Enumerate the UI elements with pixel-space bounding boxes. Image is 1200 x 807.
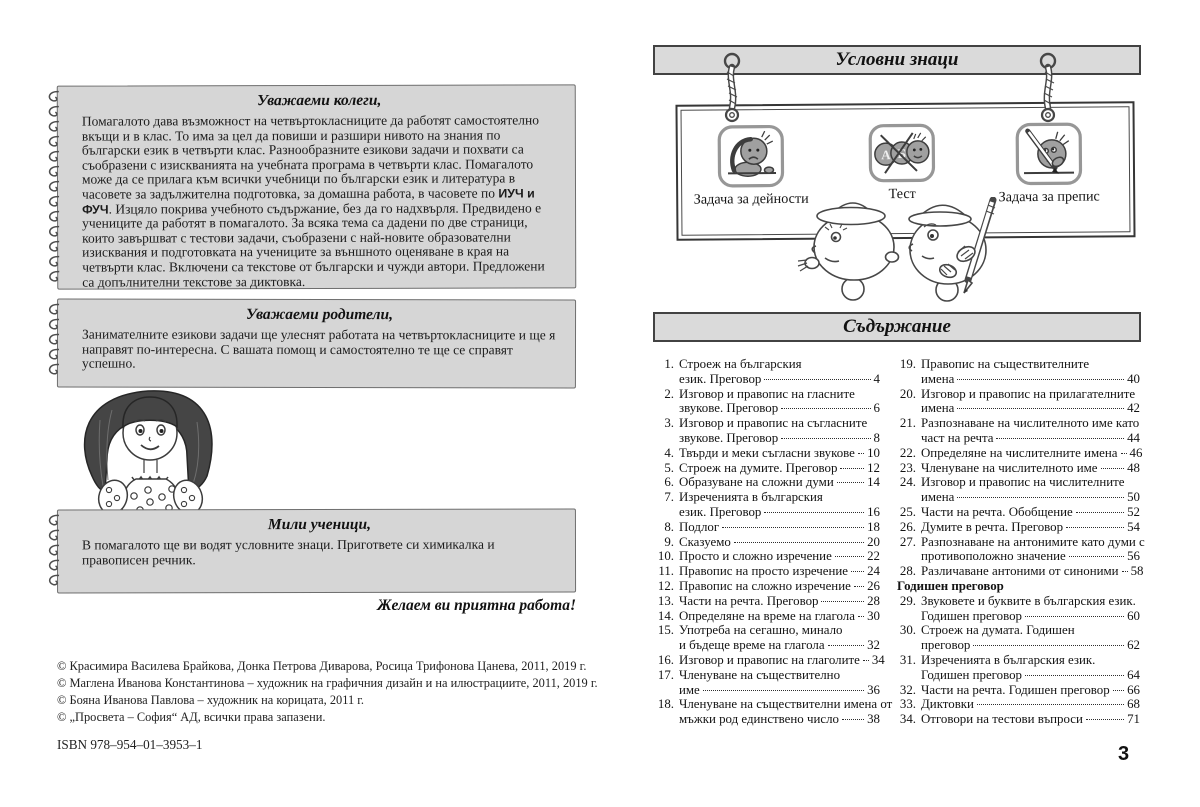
toc-entry-line — [679, 431, 880, 446]
toc-entry-text: имена — [921, 371, 955, 386]
dot-leader — [863, 660, 869, 661]
rope-icon — [1028, 50, 1068, 133]
toc-entry-line — [679, 535, 880, 550]
dot-leader — [734, 542, 864, 543]
toc-entry-page: 18 — [867, 519, 880, 534]
toc-entry-text: Диктовки — [921, 697, 974, 712]
toc-entry-page: 24 — [867, 564, 880, 579]
note-students — [57, 509, 576, 594]
toc-entry-line — [679, 372, 880, 387]
toc-entry-number: 10. — [657, 549, 674, 564]
legend-item-test — [837, 123, 968, 204]
toc-entry-number: 6. — [664, 475, 674, 490]
mascot-characters-illustration — [796, 197, 1024, 303]
toc-entry-text: език. Преговор — [679, 504, 762, 519]
toc-entry — [655, 535, 880, 550]
toc-entry-number: 32. — [899, 682, 916, 697]
isbn-text: ISBN 978–954–01–3953–1 — [57, 737, 203, 752]
note-parents-title: Уважаеми родители, — [246, 305, 394, 324]
toc-entry-page: 26 — [867, 578, 880, 593]
dot-leader — [957, 379, 1124, 380]
toc-entry — [655, 564, 880, 579]
toc-entry-number: 26. — [899, 519, 916, 534]
toc-entry — [655, 475, 880, 490]
dot-leader — [781, 438, 870, 439]
toc-entry-text: мъжки род единствено число — [679, 712, 839, 727]
toc-entry-page: 52 — [1127, 504, 1140, 519]
toc-entry-page: 22 — [867, 549, 880, 564]
legend-label-test: Тест — [888, 185, 916, 203]
toc-entry-text: Определяне на време на глагола — [679, 608, 855, 623]
toc-entry-page: 34 — [871, 652, 885, 667]
toc-entry-line — [679, 609, 880, 624]
toc-entry-number: 25. — [899, 504, 916, 519]
toc-entry-line — [679, 579, 880, 594]
toc-entry-number: 15. — [657, 623, 674, 638]
copyright-line: © Бояна Иванова Павлова – художник на корицата, 2011 г. — [57, 693, 365, 708]
toc-entry-line: Членуване на съществителни имена от — [679, 697, 893, 712]
toc-entry-line — [921, 712, 1140, 727]
dot-leader — [1066, 527, 1124, 528]
toc-entry-text: Членуване на числителното име — [921, 460, 1098, 475]
toc-entry-text: Отговори на тестови въпроси — [921, 712, 1083, 727]
toc-entry-page: 58 — [1130, 564, 1144, 579]
toc-entry-line — [679, 638, 880, 653]
toc-column-left — [655, 357, 893, 727]
toc-entry — [897, 623, 1140, 653]
toc-entry — [897, 387, 1140, 417]
copyright-block — [57, 658, 598, 726]
toc-entry-line: Членуване на съществително — [679, 667, 841, 682]
copyright-line: © Маглена Иванова Константинова – художник на графичния дизайн и на илюстрациите, 2011, 2019 г. — [57, 676, 598, 691]
toc-entry-line — [679, 505, 880, 520]
dot-leader — [1121, 453, 1127, 454]
toc-entry-text: Подлог — [679, 519, 720, 534]
toc-entry — [897, 461, 1140, 476]
toc-entry-page: 10 — [867, 445, 880, 460]
toc-entry-number: 7. — [664, 490, 674, 505]
toc-entry — [897, 520, 1140, 535]
toc-entry-line — [921, 445, 1143, 461]
thinking-child-icon — [717, 124, 786, 189]
girl-illustration — [62, 380, 237, 525]
dot-leader — [1025, 616, 1124, 617]
toc-entry-text: противоположно значение — [921, 549, 1066, 564]
dot-leader — [1069, 556, 1124, 557]
note-students-body: В помагалото ще ви водят условните знаци. Пригответе си химикалка и правописен речник. — [81, 536, 495, 568]
dot-leader — [764, 379, 870, 380]
toc-entry — [655, 461, 880, 476]
toc-entry-page: 32 — [867, 638, 880, 653]
legend-item-activities — [680, 124, 823, 209]
toc-entry-line — [921, 549, 1140, 564]
toc-entry-text: Части на речта. Обобщение — [921, 504, 1073, 519]
toc-entry-line — [679, 475, 880, 490]
toc-entry-number: 3. — [664, 416, 674, 431]
dot-leader — [858, 453, 864, 454]
dot-leader — [858, 616, 864, 617]
toc-entry-line — [921, 490, 1140, 505]
toc-entry-line: Разпознаване на числителното име като — [921, 416, 1140, 431]
toc-entry-line — [921, 697, 1140, 712]
toc-entry-text: имена — [921, 490, 955, 505]
toc-entry-text: звукове. Преговор — [679, 401, 779, 416]
legend-item-copying — [974, 121, 1125, 206]
dot-leader — [1025, 675, 1124, 676]
toc-entry-number: 34. — [899, 712, 916, 727]
toc-entry — [897, 683, 1140, 698]
toc-entry-line — [679, 446, 880, 461]
toc-entry — [655, 446, 880, 461]
toc-entry-line: Изговор и правопис на гласните — [679, 386, 855, 401]
toc-entry-line: Изреченията в българския език. — [921, 652, 1096, 667]
toc-entry-line — [679, 520, 880, 535]
toc-entry-number: 22. — [899, 445, 916, 460]
toc-entry-page: 16 — [867, 504, 880, 519]
toc-entry-text: Образуване на сложни думи — [679, 475, 834, 490]
toc-entry-text: Твърди и меки съгласни звукове — [679, 445, 855, 460]
toc-entry-text: име — [679, 682, 700, 697]
dot-leader — [1086, 719, 1124, 720]
toc-entry-line: Звуковете и буквите в българския език. — [921, 593, 1136, 608]
test-letters-icon — [868, 123, 936, 184]
toc-entry-number: 23. — [899, 460, 916, 475]
page-number: 3 — [1118, 743, 1130, 765]
toc-entry-line — [921, 520, 1140, 535]
toc-column-right — [897, 357, 1145, 727]
toc-entry — [897, 712, 1140, 727]
toc-entry-page: 66 — [1127, 682, 1140, 697]
toc-entry-line — [679, 401, 880, 416]
toc-entry-text: Строеж на думите. Преговор — [679, 460, 838, 475]
toc-entry — [655, 579, 880, 594]
dot-leader — [996, 438, 1124, 439]
toc-entry-page: 54 — [1127, 519, 1140, 534]
toc-entry-line: Изговор и правопис на числителните — [921, 475, 1125, 490]
toc-entry-number: 1. — [664, 357, 674, 371]
toc-entry-number: 11. — [658, 564, 674, 579]
toc-entry-page: 8 — [873, 430, 880, 445]
dot-leader — [851, 571, 864, 572]
dot-leader — [957, 497, 1124, 498]
toc-entry-number: 29. — [899, 593, 916, 608]
copyright-line: © Красимира Василева Брайкова, Донка Петрова Диварова, Росица Трифонова Цанева, 2011, 2019 г. — [57, 659, 587, 673]
spiral-edge-icon — [45, 512, 61, 590]
toc-entry-page: 12 — [867, 460, 880, 475]
toc-entry — [897, 697, 1140, 712]
toc-entry-text: Изговор и правопис на глаголите — [679, 652, 860, 667]
toc-entry — [897, 594, 1140, 624]
toc-entry — [655, 520, 880, 535]
toc-entry-number: 12. — [657, 578, 674, 593]
toc-entry-line — [921, 564, 1144, 579]
note-colleagues-title: Уважаеми колеги, — [257, 91, 382, 110]
dot-leader — [821, 601, 864, 602]
toc-entry-page: 42 — [1127, 401, 1140, 416]
toc-entry-page: 28 — [867, 593, 880, 608]
toc-entry — [655, 623, 880, 653]
toc-entry-text: Сказуемо — [679, 534, 731, 549]
dot-leader — [1101, 468, 1125, 469]
note-students-title: Мили ученици, — [267, 515, 372, 534]
toc-entry-number: 31. — [899, 652, 916, 667]
toc-entry-number: 19. — [899, 357, 916, 371]
toc-entry-line — [921, 372, 1140, 387]
toc-entry-number: 27. — [899, 534, 916, 549]
toc-entry-page: 4 — [873, 371, 880, 386]
toc-entry-line — [679, 594, 880, 609]
dot-leader — [835, 556, 864, 557]
rope-icon — [712, 50, 752, 133]
toc-entry-text: Определяне на числителните имена — [921, 445, 1118, 460]
toc-entry — [655, 652, 885, 668]
toc-entry-text: Части на речта. Преговор — [679, 593, 819, 608]
toc-entry-text: Правопис на сложно изречение — [679, 578, 851, 593]
toc-entry-number: 28. — [899, 564, 916, 579]
toc-entry-page: 50 — [1127, 490, 1140, 505]
legend-label-activities: Задача за дейности — [693, 190, 809, 208]
toc-entry — [897, 475, 1140, 505]
toc-entry-page: 30 — [867, 608, 880, 623]
toc-entry-line — [921, 461, 1140, 476]
dot-leader — [837, 482, 864, 483]
dot-leader — [722, 527, 864, 528]
note-colleagues-body — [82, 113, 557, 289]
toc-entry-text: Правопис на просто изречение — [679, 564, 849, 579]
toc-entry-text: Годишен преговор — [921, 608, 1022, 623]
toc-entry-line: Строеж на българския — [679, 357, 802, 371]
toc-entry — [655, 609, 880, 624]
contents-header-bar: Съдържание — [653, 312, 1141, 342]
toc-entry — [655, 357, 880, 387]
toc-entry — [897, 534, 1145, 565]
toc-entry-page: 56 — [1127, 549, 1140, 564]
dot-leader — [1113, 690, 1124, 691]
toc-entry-number: 5. — [664, 460, 674, 475]
toc-entry-text: Годишен преговор — [921, 667, 1022, 682]
toc-entry-text: преговор — [921, 638, 971, 653]
dot-leader — [1122, 571, 1128, 572]
toc-entry-number: 18. — [657, 697, 674, 712]
spiral-edge-icon — [45, 89, 62, 287]
copyright-line: © „Просвета – София“ АД, всички права запазени. — [57, 710, 326, 725]
toc-entry-line — [679, 549, 880, 564]
toc-entry-line — [679, 683, 880, 698]
toc-entry — [655, 416, 880, 446]
toc-entry — [655, 697, 893, 727]
toc-entry — [897, 564, 1144, 579]
toc-entry — [897, 505, 1140, 520]
toc-entry — [655, 490, 880, 520]
note-parents — [57, 299, 576, 389]
note-colleagues — [57, 84, 577, 289]
toc-entry-line: Правопис на съществителните — [921, 357, 1090, 371]
toc-entry-line — [921, 505, 1140, 520]
toc-entry-page: 36 — [867, 682, 880, 697]
legend-header-bar: Условни знаци — [653, 45, 1141, 75]
toc-entry-text: език. Преговор — [679, 371, 762, 386]
toc-entry-page: 20 — [867, 534, 880, 549]
toc-entry-number: 14. — [657, 608, 674, 623]
toc-entry — [655, 549, 880, 564]
toc-entry — [897, 445, 1143, 461]
toc-section-heading: Годишен преговор — [897, 578, 1004, 593]
spiral-edge-icon — [45, 302, 61, 385]
toc-entry-page: 40 — [1127, 371, 1140, 386]
toc-entry-page: 68 — [1127, 697, 1140, 712]
svg-text:А: А — [881, 147, 891, 163]
dot-leader — [854, 586, 864, 587]
dot-leader — [781, 408, 870, 409]
toc-entry-number: 21. — [899, 416, 916, 431]
signoff-text: Желаем ви приятна работа! — [377, 597, 576, 614]
note-parents-body: Занимателните езикови задачи ще улеснят работата на четвъртокласниците и ще я направят по-интересна. С вашата помощ и самостоятелно те ще се справят успешно. — [81, 326, 556, 371]
toc-entry-line: Изговор и правопис на прилагателните — [921, 386, 1136, 401]
toc-entry-number: 9. — [664, 534, 674, 549]
toc-entry-line — [679, 652, 885, 668]
toc-entry-number: 4. — [664, 445, 674, 460]
toc-entry-number: 16. — [657, 652, 674, 667]
toc-entry-line — [679, 564, 880, 579]
toc-entry-page: 62 — [1127, 638, 1140, 653]
toc-entry-line — [921, 401, 1140, 416]
toc-entry-text: част на речта — [921, 430, 994, 445]
toc-entry-line — [679, 461, 880, 476]
toc-entry-page: 48 — [1127, 460, 1140, 475]
dot-leader — [973, 645, 1124, 646]
toc-entry — [897, 357, 1140, 387]
svg-text:Б: Б — [897, 145, 907, 162]
toc-entry-page: 60 — [1127, 608, 1140, 623]
toc-entry-number: 24. — [899, 475, 916, 490]
legend-label-copying: Задача за препис — [998, 188, 1100, 206]
toc-entry-line — [921, 683, 1140, 698]
note-colleagues-text-2: . Изцяло покрива учебното съдържание, без да го надхвърля. Предвидено е учениците да работят в помагалото. За всяка тема са дадени по две страници, които завършват с тестови задачи, съобразени с най-новите образователни изисквания и подготовката на учениците за външното оценяване в края на четвърти клас. Включени са текстове от български и чужди автори. Предложени са допълнителни текстове за диктовка. — [82, 199, 545, 290]
toc-entry — [655, 387, 880, 417]
dot-leader — [828, 645, 865, 646]
toc-entry-text: Просто и сложно изречение — [679, 549, 832, 564]
dot-leader — [840, 468, 864, 469]
toc-entry-text: Различаване антоними от синоними — [921, 564, 1119, 579]
toc-entry-page: 6 — [873, 401, 880, 416]
dot-leader — [703, 690, 864, 691]
toc-entry-line — [921, 638, 1140, 653]
toc-entry-number: 30. — [899, 623, 916, 638]
dot-leader — [1076, 512, 1124, 513]
toc-entry-number: 2. — [664, 386, 674, 401]
toc-entry-number: 8. — [664, 519, 674, 534]
toc-entry — [655, 668, 880, 698]
toc-entry-number: 13. — [657, 593, 674, 608]
toc-entry-text: Части на речта. Годишен преговор — [921, 682, 1110, 697]
toc-entry — [897, 416, 1140, 446]
toc-entry-page: 71 — [1127, 712, 1140, 727]
dot-leader — [957, 408, 1124, 409]
toc-entry-line: Изреченията в българския — [679, 490, 823, 505]
dot-leader — [977, 704, 1124, 705]
toc-entry-text: имена — [921, 401, 955, 416]
toc-entry-text: звукове. Преговор — [679, 430, 779, 445]
toc-entry-line: Разпознаване на антонимите като думи с — [921, 534, 1145, 549]
toc-entry-page: 14 — [867, 475, 880, 490]
toc-entry-number: 33. — [899, 697, 916, 712]
toc-entry — [897, 653, 1140, 683]
toc-entry-text: Думите в речта. Преговор — [921, 519, 1064, 534]
toc-entry-line: Изговор и правопис на съгласните — [679, 416, 868, 431]
toc-entry — [655, 594, 880, 609]
dot-leader — [764, 512, 864, 513]
note-colleagues-text-bold: ИУЧ и ФУЧ — [82, 186, 535, 217]
note-colleagues-text-1: Помагалото дава възможност на четвъртокласниците да работят самостоятелно вкъщи и в клас. То има за цел да повиши и разшири нивото на знания по български език в четвърти клас. Разнообразните езикови задачи и похвати са съобразени с изискванията на учебната програма в четвърти клас. Помагалото може да се прилага към всички учебници по български език и литература в часовете за задължителна подготовка, за домашна работа, в часовете по — [81, 112, 539, 202]
toc-entry-page: 44 — [1127, 430, 1140, 445]
toc-entry-line — [921, 609, 1140, 624]
toc-entry-line — [679, 712, 880, 727]
toc-entry-number: 17. — [657, 667, 674, 682]
dot-leader — [842, 719, 864, 720]
toc-entry-line: Строеж на думата. Годишен — [921, 623, 1075, 638]
toc-entry-line — [921, 668, 1140, 683]
toc-entry-page: 46 — [1129, 445, 1143, 460]
toc-entry-line — [921, 431, 1140, 446]
toc-entry-page: 38 — [867, 712, 880, 727]
toc-entry-number: 20. — [899, 386, 916, 401]
toc-entry-page: 64 — [1127, 667, 1140, 682]
toc-entry-line: Употреба на сегашно, минало — [679, 623, 843, 638]
toc-entry-text: и бъдеще време на глагола — [679, 638, 825, 653]
